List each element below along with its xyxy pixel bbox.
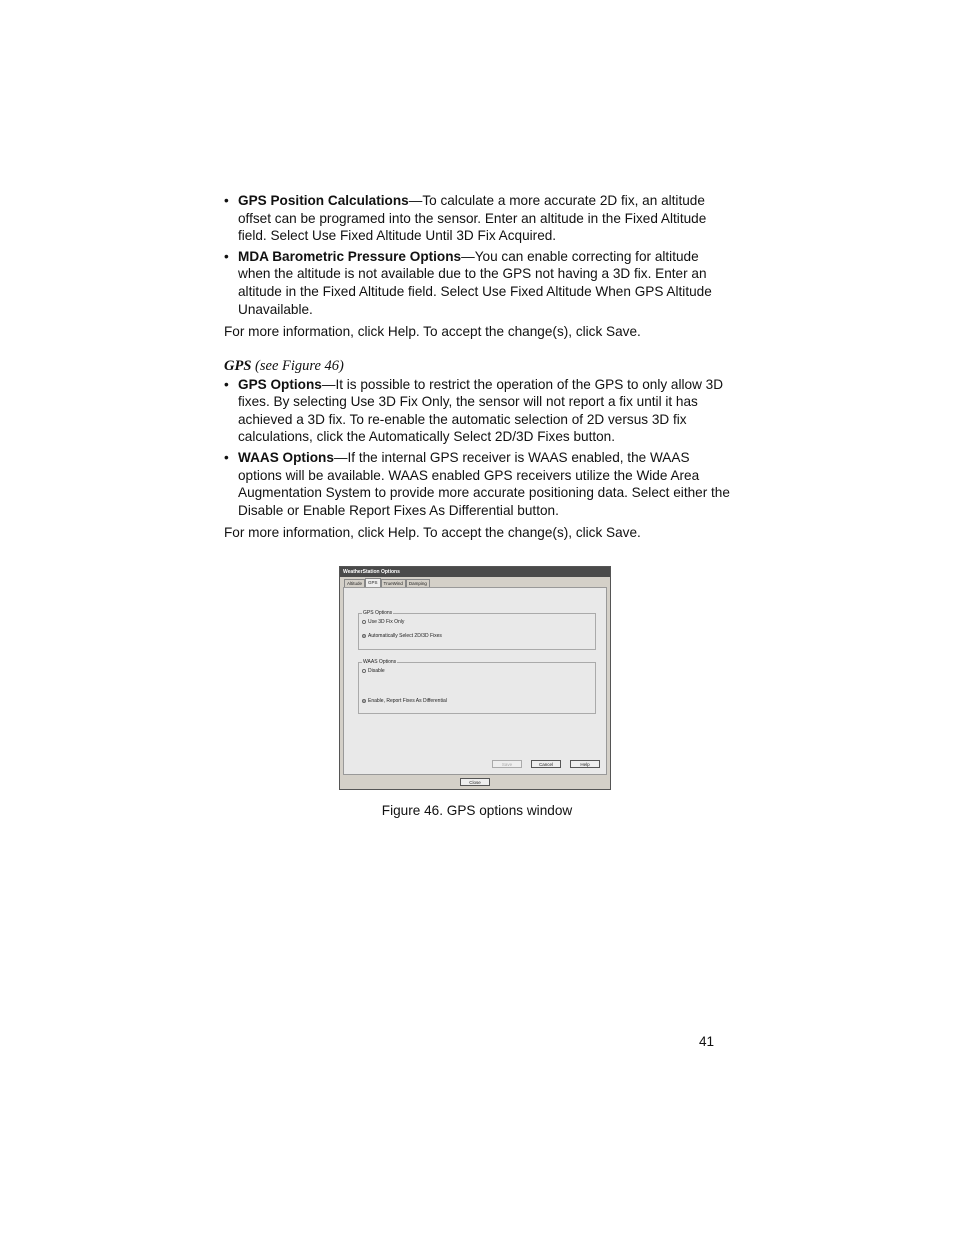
bullet-text: —You can enable correcting for altitude when the altitude is not available due to the GPS not having a 3D fix. Enter an altitude in the Fixed Altitude field. Select Use Fixed Altitude When GPS Altitude Unavailable. [238, 248, 712, 317]
group-title: GPS Options [363, 610, 393, 616]
tab-damping[interactable]: Damping [406, 579, 430, 587]
radio-label: Use 3D Fix Only [368, 619, 405, 625]
bullet-dot: • [224, 376, 229, 392]
bullet-dot: • [224, 193, 229, 208]
radio-auto-2d-3d[interactable] [362, 633, 442, 639]
bullet-text: —It is possible to restrict the operation of the GPS to only allow 3D fixes. By selecting Use 3D Fix Only, the sensor will not report a fix until it has achieved a 3D fix. To re-enable the automatic selection of 2D versus 3D fix calculations, click the Automatically Select 2D/3D Fixes button. [238, 376, 724, 445]
radio-label: Automatically Select 2D/3D Fixes [368, 633, 442, 639]
close-button[interactable]: Close [460, 778, 490, 786]
cancel-button[interactable]: Cancel [531, 760, 561, 768]
section-heading [224, 358, 730, 376]
radio-circle-icon [362, 620, 366, 624]
bullet-term: WAAS Options [238, 449, 334, 465]
section-altitude-options [224, 192, 730, 341]
bullet-term: MDA Barometric Pressure Options [238, 248, 462, 264]
page-number: 41 [699, 1034, 715, 1049]
radio-selected-icon [362, 634, 366, 638]
closing-paragraph: For more information, click Help. To accept the change(s), click Save. [224, 525, 641, 541]
help-button[interactable]: Help [570, 760, 600, 768]
bullet-gps-position [224, 192, 730, 245]
figure-caption: Figure 46. GPS options window [381, 803, 573, 818]
save-button[interactable]: Save [492, 760, 522, 768]
bullet-dot: • [224, 449, 229, 465]
radio-label: Disable [368, 668, 385, 674]
tab-panel [343, 587, 607, 775]
bullet-text: —To calculate a more accurate 2D fix, an altitude offset can be programed into the sensor. Enter an altitude in the Fixed Altitude field. Select Use Fixed Altitude Until 3D Fix Acquired. [238, 193, 707, 244]
radio-disable[interactable] [362, 668, 385, 674]
section-gps [224, 358, 730, 542]
bullet-waas-options [224, 449, 730, 519]
closing-paragraph: For more information, click Help. To accept the change(s), click Save. [224, 324, 641, 340]
bullet-dot: • [224, 248, 229, 264]
group-title: WAAS Options [363, 659, 397, 665]
tab-strip [344, 579, 430, 587]
bullet-mda-pressure [224, 248, 730, 318]
heading-term: GPS [224, 358, 252, 374]
window-title: WeatherStation Options [340, 567, 610, 577]
tab-gps[interactable]: GPS [365, 578, 381, 588]
bullet-term: GPS Position Calculations [238, 193, 409, 208]
radio-use-3d-fix[interactable] [362, 619, 404, 625]
radio-circle-icon [362, 669, 366, 673]
tab-altitude[interactable]: Altitude [344, 579, 365, 587]
bullet-gps-options [224, 376, 730, 446]
heading-ref: (see Figure 46) [251, 358, 344, 374]
waas-options-group [358, 659, 596, 714]
gps-options-group [358, 610, 596, 650]
radio-enable-differential[interactable] [362, 698, 447, 704]
bullet-text: —If the internal GPS receiver is WAAS enabled, the WAAS options will be available. WAAS enabled GPS receivers utilize the Wide Area Augmentation System to provide more accurate positioning data. Select either the Disable or Enable Report Fixes As Differential button. [238, 449, 730, 518]
radio-selected-icon [362, 699, 366, 703]
bullet-term: GPS Options [238, 376, 322, 392]
tab-truewind[interactable]: TrueWind [381, 579, 406, 587]
radio-label: Enable, Report Fixes As Differential [368, 698, 447, 704]
options-window-figure [339, 566, 611, 790]
